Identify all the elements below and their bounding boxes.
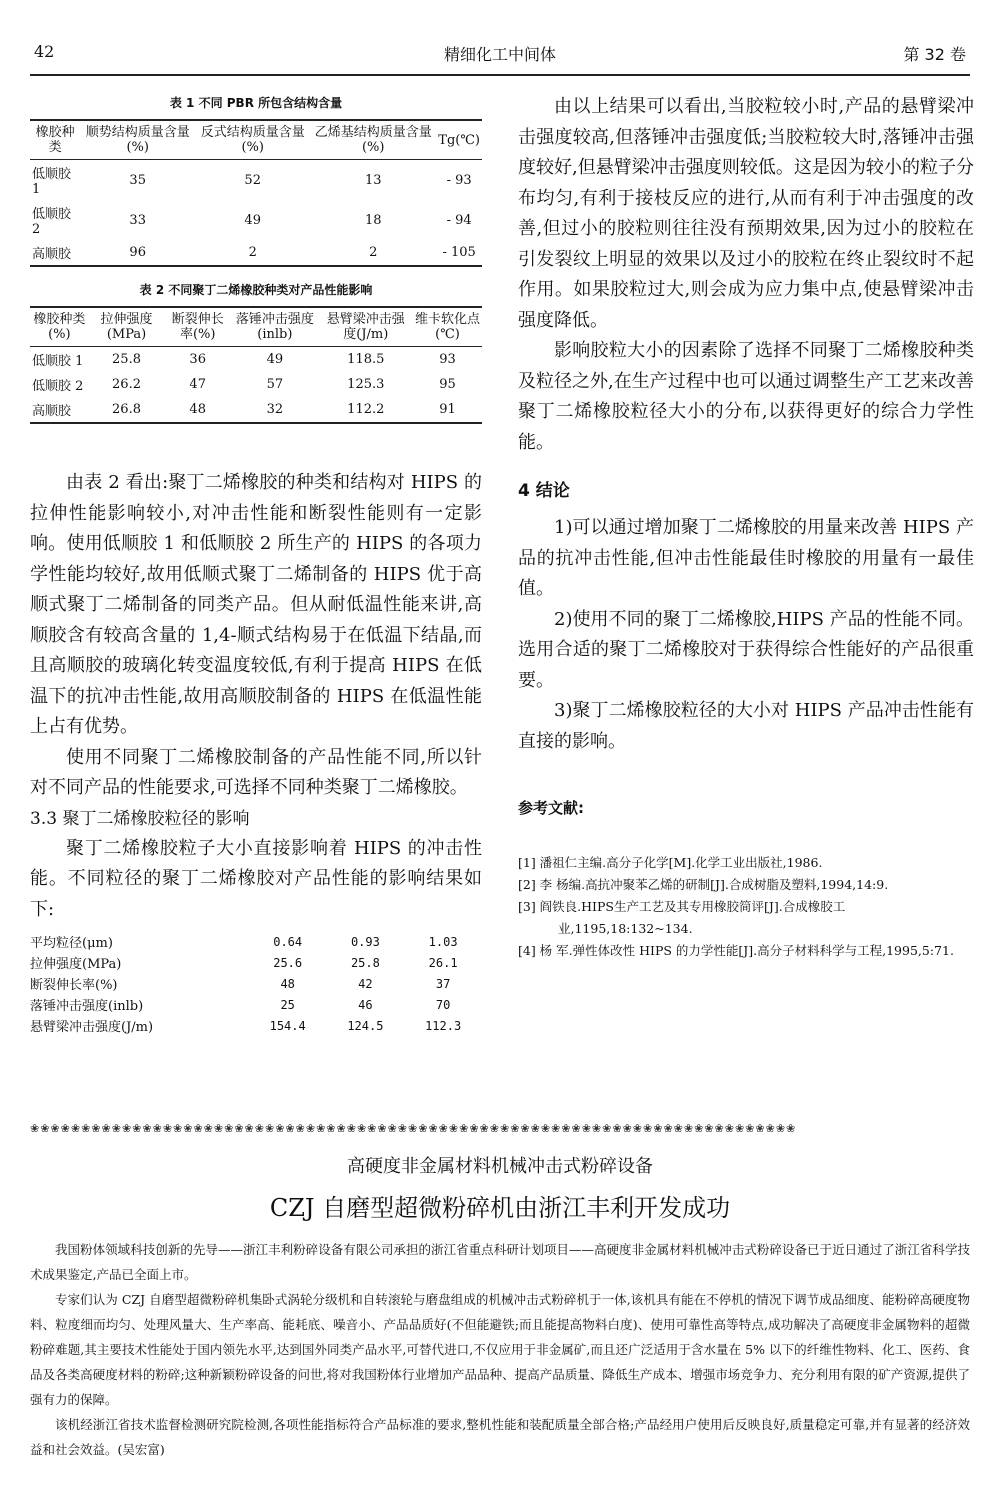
table-cell: 高顺胶 xyxy=(30,397,89,423)
table-cell: 2 xyxy=(310,240,436,266)
table-row xyxy=(30,1015,482,1036)
table-cell: 49 xyxy=(244,212,261,228)
table-cell: 26.1 xyxy=(428,955,458,970)
table-cell: 25.6 xyxy=(273,955,303,970)
table-cell: 13 xyxy=(364,172,382,188)
body-paragraph: 使用不同聚丁二烯橡胶制备的产品性能不同,所以针对不同产品的性能要求,可选择不同种类聚丁二烯橡胶。 xyxy=(30,746,482,798)
table-cell: 57 xyxy=(266,377,284,392)
table-cell: 52 xyxy=(244,172,261,188)
table-cell: 125.3 xyxy=(347,377,385,392)
table-cell: 35 xyxy=(129,172,146,188)
section-heading: 3.3 聚丁二烯橡胶粒径的影响 xyxy=(30,808,250,829)
table-cell: 26.2 xyxy=(112,377,141,392)
table-cell: - 94 xyxy=(446,212,472,228)
table-cell: 高顺胶 xyxy=(30,240,80,266)
table-cell: 124.5 xyxy=(347,1018,384,1033)
page-header xyxy=(34,42,966,68)
body-paragraph: 由表 2 看出:聚丁二烯橡胶的种类和结构对 HIPS 的拉伸性能影响较小,对冲击性能和断裂性能则有一定影响。使用低顺胶 1 和低顺胶 2 所生产的 HIPS 的各项力学性能均较好,故用低顺式聚丁二烯制备的 HIPS 优于高顺式聚丁二烯制备的同类产品。但从耐低温性能来讲,高顺胶含有较高含量的 1,4-顺式结构易于在低温下结晶,而且高顺胶的玻璃化转变温度较低,有利于提高 HIPS 在低温下的抗冲击性能,故用高顺胶制备的 HIPS 在低温性能上占有优势。 xyxy=(30,472,482,737)
table1 xyxy=(30,119,482,267)
particle-size-table xyxy=(30,931,482,1036)
header-rule xyxy=(30,74,970,76)
table-cell: 32 xyxy=(231,397,318,423)
reference-item: [3] 阎铁良.HIPS生产工艺及其专用橡胶简评[J].合成橡胶工业,1195,18:132~134. xyxy=(518,899,846,936)
conclusion-item: 2)使用不同的聚丁二烯橡胶,HIPS 产品的性能不同。选用合适的聚丁二烯橡胶对于获得综合性能好的产品很重要。 xyxy=(518,608,974,691)
table-row xyxy=(30,240,482,266)
table1-header: 顺势结构质量含量(%) xyxy=(80,120,195,160)
table-cell: 低顺胶 1 xyxy=(32,354,84,369)
news-title: CZJ 自磨型超微粉碎机由浙江丰利开发成功 xyxy=(269,1194,731,1222)
table-cell: 36 xyxy=(189,352,206,367)
table2-header: 拉伸强度(MPa) xyxy=(89,307,165,347)
table-row xyxy=(30,931,482,952)
table-cell: 49 xyxy=(266,352,284,367)
table-cell: 低顺胶 2 xyxy=(32,379,84,394)
body-paragraph: 影响胶粒大小的因素除了选择不同聚丁二烯橡胶种类及粒径之外,在生产过程中也可以通过调整生产工艺来改善聚丁二烯橡胶粒径大小的分布,以获得更好的综合力学性能。 xyxy=(518,340,974,453)
reference-item: [1] 潘祖仁主编.高分子化学[M].化学工业出版社,1986. xyxy=(518,855,823,870)
table-cell: 112.2 xyxy=(319,397,413,423)
table-cell: 93 xyxy=(439,352,456,367)
table-cell: 33 xyxy=(129,212,146,228)
conclusion-item: 1)可以通过增加聚丁二烯橡胶的用量来改善 HIPS 产品的抗冲击性能,但冲击性能最佳时橡胶的用量有一最佳值。 xyxy=(518,517,974,599)
row-label: 拉伸强度(MPa) xyxy=(30,957,122,972)
table-row xyxy=(30,973,482,994)
row-label: 悬臂梁冲击强度(J/m) xyxy=(30,1020,154,1035)
table2 xyxy=(30,306,482,424)
left-column xyxy=(30,88,482,1036)
table-cell: 25 xyxy=(280,997,295,1012)
news-section xyxy=(30,1152,970,1462)
table-cell: 96 xyxy=(80,240,195,266)
table-cell: 42 xyxy=(358,976,373,991)
body-paragraph: 聚丁二烯橡胶粒子大小直接影响着 HIPS 的冲击性能。不同粒径的聚丁二烯橡胶对产品性能的影响结果如下: xyxy=(30,837,482,920)
table-cell: 48 xyxy=(280,976,295,991)
table-cell: 低顺胶 2 xyxy=(32,207,72,237)
table1-caption: 表 1 不同 PBR 所包含结构含量 xyxy=(169,96,343,110)
table-cell: 46 xyxy=(358,997,373,1012)
table-cell: 25.8 xyxy=(350,955,380,970)
table-cell: 18 xyxy=(364,212,382,228)
reference-item: [4] 杨 军.弹性体改性 HIPS 的力学性能[J].高分子材料科学与工程,1995,5:71. xyxy=(518,943,954,958)
volume-label: 第 32 卷 xyxy=(903,45,966,64)
table-cell: 70 xyxy=(435,997,451,1012)
table2-header: 断裂伸长率(%) xyxy=(164,307,231,347)
table2-header: 维卡软化点(℃) xyxy=(413,307,482,347)
table-cell: 低顺胶 1 xyxy=(32,167,72,197)
table-row xyxy=(30,397,482,423)
news-paragraph: 我国粉体领域科技创新的先导——浙江丰利粉碎设备有限公司承担的浙江省重点科研计划项目——高硬度非金属材料机械冲击式粉碎设备已于近日通过了浙江省科学技术成果鉴定,产品已全面上市。 xyxy=(30,1242,970,1282)
table1-header: 反式结构质量含量(%) xyxy=(195,120,310,160)
ornamental-divider: ❀❀❀❀❀❀❀❀❀❀❀❀❀❀❀❀❀❀❀❀❀❀❀❀❀❀❀❀❀❀❀❀❀❀❀❀❀❀❀❀❀❀❀❀❀❀❀❀❀❀❀❀❀❀❀❀❀❀❀❀❀❀❀❀❀❀❀❀❀❀❀❀❀❀❀ xyxy=(30,1122,797,1135)
table-row xyxy=(30,372,482,397)
table1-header: 橡胶种类 xyxy=(30,120,80,160)
body-paragraph: 由以上结果可以看出,当胶粒较小时,产品的悬臂梁冲击强度较高,但落锤冲击强度低;当胶粒较大时,落锤冲击强度较好,但悬臂梁冲击强度则较低。这是因为较小的粒子分布均匀,有利于接枝反应的进行,从而有利于冲击强度的改善,但过小的胶粒则往往没有预期效果,因为过小的胶粒在引发裂纹上明显的效果以及过小的胶粒在终止裂纹时不起作用。如果胶粒过大,则会成为应力集中点,使悬臂梁冲击强度降低。 xyxy=(518,96,974,331)
table2-header: 橡胶种类(%) xyxy=(30,307,89,347)
table-cell: - 105 xyxy=(436,240,482,266)
table1-header: 乙烯基结构质量含量(%) xyxy=(310,120,436,160)
table-row xyxy=(30,994,482,1015)
conclusion-item: 3)聚丁二烯橡胶粒径的大小对 HIPS 产品冲击性能有直接的影响。 xyxy=(518,700,974,752)
reference-item: [2] 李 杨编.高抗冲聚苯乙烯的研制[J].合成树脂及塑料,1994,14:9. xyxy=(518,877,889,892)
table2-caption: 表 2 不同聚丁二烯橡胶种类对产品性能影响 xyxy=(139,283,373,297)
table-cell: 47 xyxy=(189,377,206,392)
table-cell: 112.3 xyxy=(425,1018,462,1033)
table-row xyxy=(30,952,482,973)
table-cell: 0.93 xyxy=(350,934,380,949)
table2-header: 落锤冲击强度(inlb) xyxy=(231,307,318,347)
journal-title: 精细化工中间体 xyxy=(443,45,556,64)
table-cell: 2 xyxy=(195,240,310,266)
references-heading: 参考文献: xyxy=(518,799,584,817)
table-cell: 95 xyxy=(439,377,456,392)
table-row xyxy=(30,200,482,240)
table-cell: 118.5 xyxy=(347,352,385,367)
conclusion-heading: 4 结论 xyxy=(518,481,570,501)
row-label: 平均粒径(μm) xyxy=(30,936,113,951)
page-number: 42 xyxy=(34,42,55,61)
table-cell: 1.03 xyxy=(428,934,458,949)
table2-header: 悬臂梁冲击强度(J/m) xyxy=(319,307,413,347)
row-label: 落锤冲击强度(inlb) xyxy=(30,999,144,1014)
table-cell: 37 xyxy=(435,976,451,991)
table-cell: - 93 xyxy=(446,172,472,188)
table-row xyxy=(30,160,482,201)
table-cell: 26.8 xyxy=(89,397,165,423)
table-cell: 48 xyxy=(164,397,231,423)
table-cell: 0.64 xyxy=(273,934,303,949)
table1-header: Tg(℃) xyxy=(436,120,482,160)
news-subtitle: 高硬度非金属材料机械冲击式粉碎设备 xyxy=(347,1156,653,1177)
right-column xyxy=(518,92,974,962)
news-paragraph: 该机经浙江省技术监督检测研究院检测,各项性能指标符合产品标准的要求,整机性能和装配质量全部合格;产品经用户使用后反映良好,质量稳定可靠,并有显著的经济效益和社会效益。(吴宏富) xyxy=(30,1417,970,1457)
table-cell: 91 xyxy=(413,397,482,423)
table-cell: 154.4 xyxy=(269,1018,306,1033)
news-paragraph: 专家们认为 CZJ 自磨型超微粉碎机集卧式涡轮分级机和自转滚轮与磨盘组成的机械冲击式粉碎机于一体,该机具有能在不停机的情况下调节成品细度、能粉碎高硬度物料、粒度细而均匀、处理风量大、生产率高、能耗底、噪音小、产品品质好(不但能避铁;而且能提高物料白度)、使用可靠性高等特点,成功解决了高硬度非金属物料的超微粉碎难题,其主要技术性能处于国内领先水平,达到国外同类产品水平,可替代进口,不仅应用于非金属矿,而且还广泛适用于含水量在 5% 以下的纤维性物料、化工、医药、食品及各类高硬度材料的粉碎;这种新颖粉碎设备的问世,将对我国粉体行业增加产品品种、提高产品质量、降低生产成本、增强市场竞争力、充分利用有限的矿产资源,提供了强有力的保障。 xyxy=(30,1292,970,1407)
table-row xyxy=(30,347,482,373)
table-cell: 25.8 xyxy=(112,352,141,367)
row-label: 断裂伸长率(%) xyxy=(30,978,118,993)
